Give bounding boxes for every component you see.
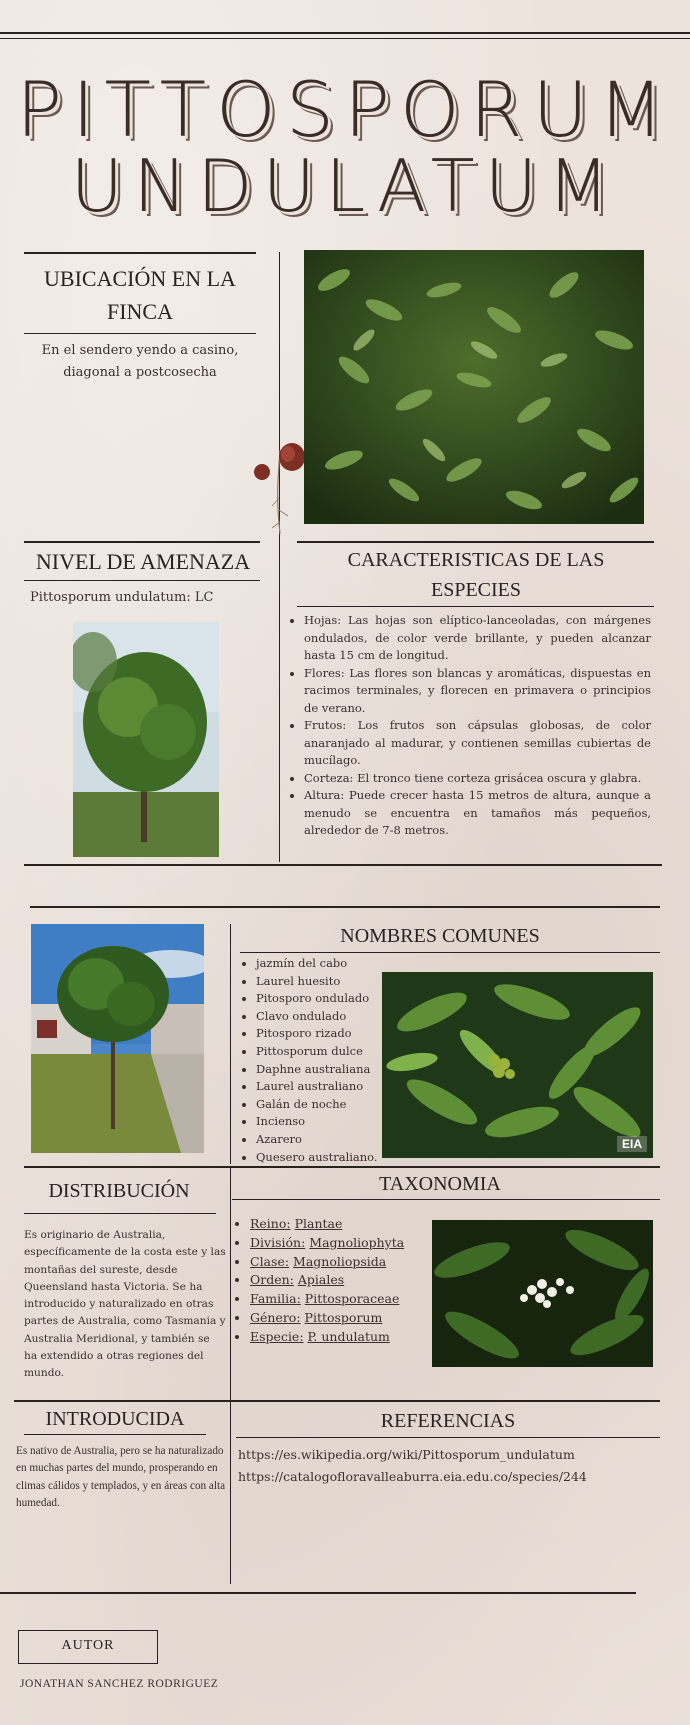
section2-top-rule: [30, 906, 660, 908]
introducida-rule: [24, 1434, 206, 1435]
distribucion-rule: [24, 1213, 216, 1214]
taxon-item: [250, 1309, 434, 1328]
section2-mid-rule: [24, 1166, 660, 1168]
taxon-item: [250, 1215, 434, 1234]
top-rule-thin: [0, 38, 690, 39]
tree-photo: [73, 622, 219, 857]
common-name-item: • Quesero australiano.: [256, 1149, 385, 1167]
nombres-list: [240, 955, 385, 1166]
introducida-text: Es nativo de Australia, pero se ha naturalizado en muchas partes del mundo, prosperando en climas cálidos y templados, y en áreas con alta humedad.: [16, 1445, 226, 1509]
page-title-line2: UNDULATUM: [70, 144, 620, 228]
section1-divider: [279, 252, 280, 862]
caract-item: • Altura: Puede crecer hasta 15 metros de altura, aunque a menudo se encuentra en tamaños más pequeños, alrededor de 7-8 metros.: [304, 787, 651, 840]
taxon-value: Pittosporaceae: [304, 1291, 400, 1307]
hedge-photo: [304, 250, 644, 524]
common-name-item: • Azarero: [256, 1131, 385, 1149]
common-name-item: • Laurel australiano: [256, 1078, 385, 1096]
taxon-label: División:: [250, 1234, 306, 1250]
page-title-line1: PITTOSPORUM: [16, 65, 674, 154]
taxon-value: Apiales: [297, 1272, 345, 1288]
nombres-heading: NOMBRES COMUNES: [340, 925, 540, 947]
caract-item: • Flores: Las flores son blancas y aromáticas, dispuestas en racimos terminales, y florecen en primavera o principios de verano.: [304, 665, 651, 718]
caract-rule-top: [297, 541, 654, 543]
taxon-item: [250, 1328, 434, 1347]
introducida-heading: INTRODUCIDA: [45, 1408, 185, 1430]
rose-flower-decoration: [250, 438, 306, 536]
section2-divider-top: [230, 924, 231, 1164]
autor-name: JONATHAN SANCHEZ RODRIGUEZ: [20, 1678, 219, 1690]
leaves-fruit-photo: [382, 972, 653, 1158]
amenaza-rule-bottom: [24, 580, 260, 581]
nombres-rule: [240, 952, 660, 953]
distribucion-text: Es originario de Australia, específicamente de la costa este y las montañas del sureste, desde Queensland hasta Victoria. Se ha introducido y naturalizado en otras partes de Australia, como Tasmania y Australia Meridional, y también se ha extendido a otras regiones del mundo.: [24, 1229, 226, 1380]
caract-heading: CARACTERISTICAS DE LAS ESPECIES: [347, 549, 605, 601]
common-name-item: • Clavo ondulado: [256, 1008, 385, 1026]
section2-lower-rule: [14, 1400, 660, 1402]
taxon-item: [250, 1290, 434, 1309]
common-name-item: • Incienso: [256, 1113, 385, 1131]
taxon-label: Género:: [250, 1309, 301, 1325]
taxonomia-rule: [232, 1199, 660, 1200]
ubicacion-text: En el sendero yendo a casino, diagonal a postcosecha: [41, 343, 239, 380]
caract-item: • Corteza: El tronco tiene corteza grisácea oscura y glabra.: [304, 770, 651, 788]
taxon-item: [250, 1234, 434, 1253]
referencias-rule: [236, 1437, 660, 1438]
eia-watermark: EIA: [617, 1136, 647, 1152]
amenaza-heading: NIVEL DE AMENAZA: [35, 549, 251, 574]
section1-bottom-rule: [24, 864, 662, 866]
caract-item: • Hojas: Las hojas son elíptico-lanceoladas, con márgenes ondulados, de color verde brillante, y pueden alcanzar hasta 15 cm de longitud.: [304, 612, 651, 665]
taxon-item: [250, 1253, 434, 1272]
autor-label: AUTOR: [61, 1638, 115, 1653]
common-name-item: • Laurel huesito: [256, 973, 385, 991]
referencias-link-2[interactable]: https://catalogofloravalleaburra.eia.edu.co/species/244: [238, 1469, 587, 1484]
caract-list: [288, 612, 651, 840]
taxon-label: Reino:: [250, 1216, 291, 1231]
taxon-label: Especie:: [250, 1328, 304, 1344]
section2-bottom-rule: [0, 1592, 636, 1594]
common-name-item: • Pitosporo rizado: [256, 1025, 385, 1043]
common-name-item: • Daphne australiana: [256, 1061, 385, 1079]
caract-rule-bottom: [297, 606, 654, 607]
taxon-item: [250, 1271, 434, 1290]
taxon-value: P. undulatum: [307, 1328, 390, 1344]
common-name-item: • Pittosporum dulce: [256, 1043, 385, 1061]
taxon-label: Orden:: [250, 1272, 294, 1288]
ubicacion-rule-bottom: [24, 333, 256, 334]
taxonomia-heading: TAXONOMIA: [379, 1173, 501, 1195]
taxon-label: Clase:: [250, 1253, 290, 1269]
caract-item: • Frutos: Los frutos son cápsulas globosas, de color anaranjado al madurar, y contienen semillas cubiertas de mucílago.: [304, 717, 651, 770]
flowers-photo: [432, 1220, 653, 1367]
taxon-value: Magnoliopsida: [293, 1253, 387, 1269]
ubicacion-heading: UBICACIÓN EN LA FINCA: [44, 266, 236, 324]
common-name-item: • jazmín del cabo: [256, 955, 385, 973]
section2-divider-bottom: [230, 1168, 231, 1584]
amenaza-text: Pittosporum undulatum: LC: [30, 590, 214, 605]
ubicacion-rule-top: [24, 252, 256, 254]
top-rule: [0, 32, 690, 34]
taxon-value: Magnoliophyta: [309, 1234, 405, 1250]
common-name-item: • Galán de noche: [256, 1096, 385, 1114]
taxon-label: Familia:: [250, 1291, 301, 1307]
taxon-value: Plantae: [294, 1216, 343, 1231]
referencias-heading: REFERENCIAS: [380, 1410, 516, 1432]
amenaza-rule-top: [24, 541, 260, 543]
house-tree-photo: [31, 924, 204, 1153]
taxonomia-list: [234, 1215, 434, 1347]
referencias-link-1[interactable]: https://es.wikipedia.org/wiki/Pittosporum_undulatum: [238, 1447, 575, 1462]
common-name-item: • Pitosporo ondulado: [256, 990, 385, 1008]
taxon-value: Pittosporum: [304, 1309, 383, 1325]
distribucion-heading: DISTRIBUCIÓN: [48, 1180, 190, 1202]
